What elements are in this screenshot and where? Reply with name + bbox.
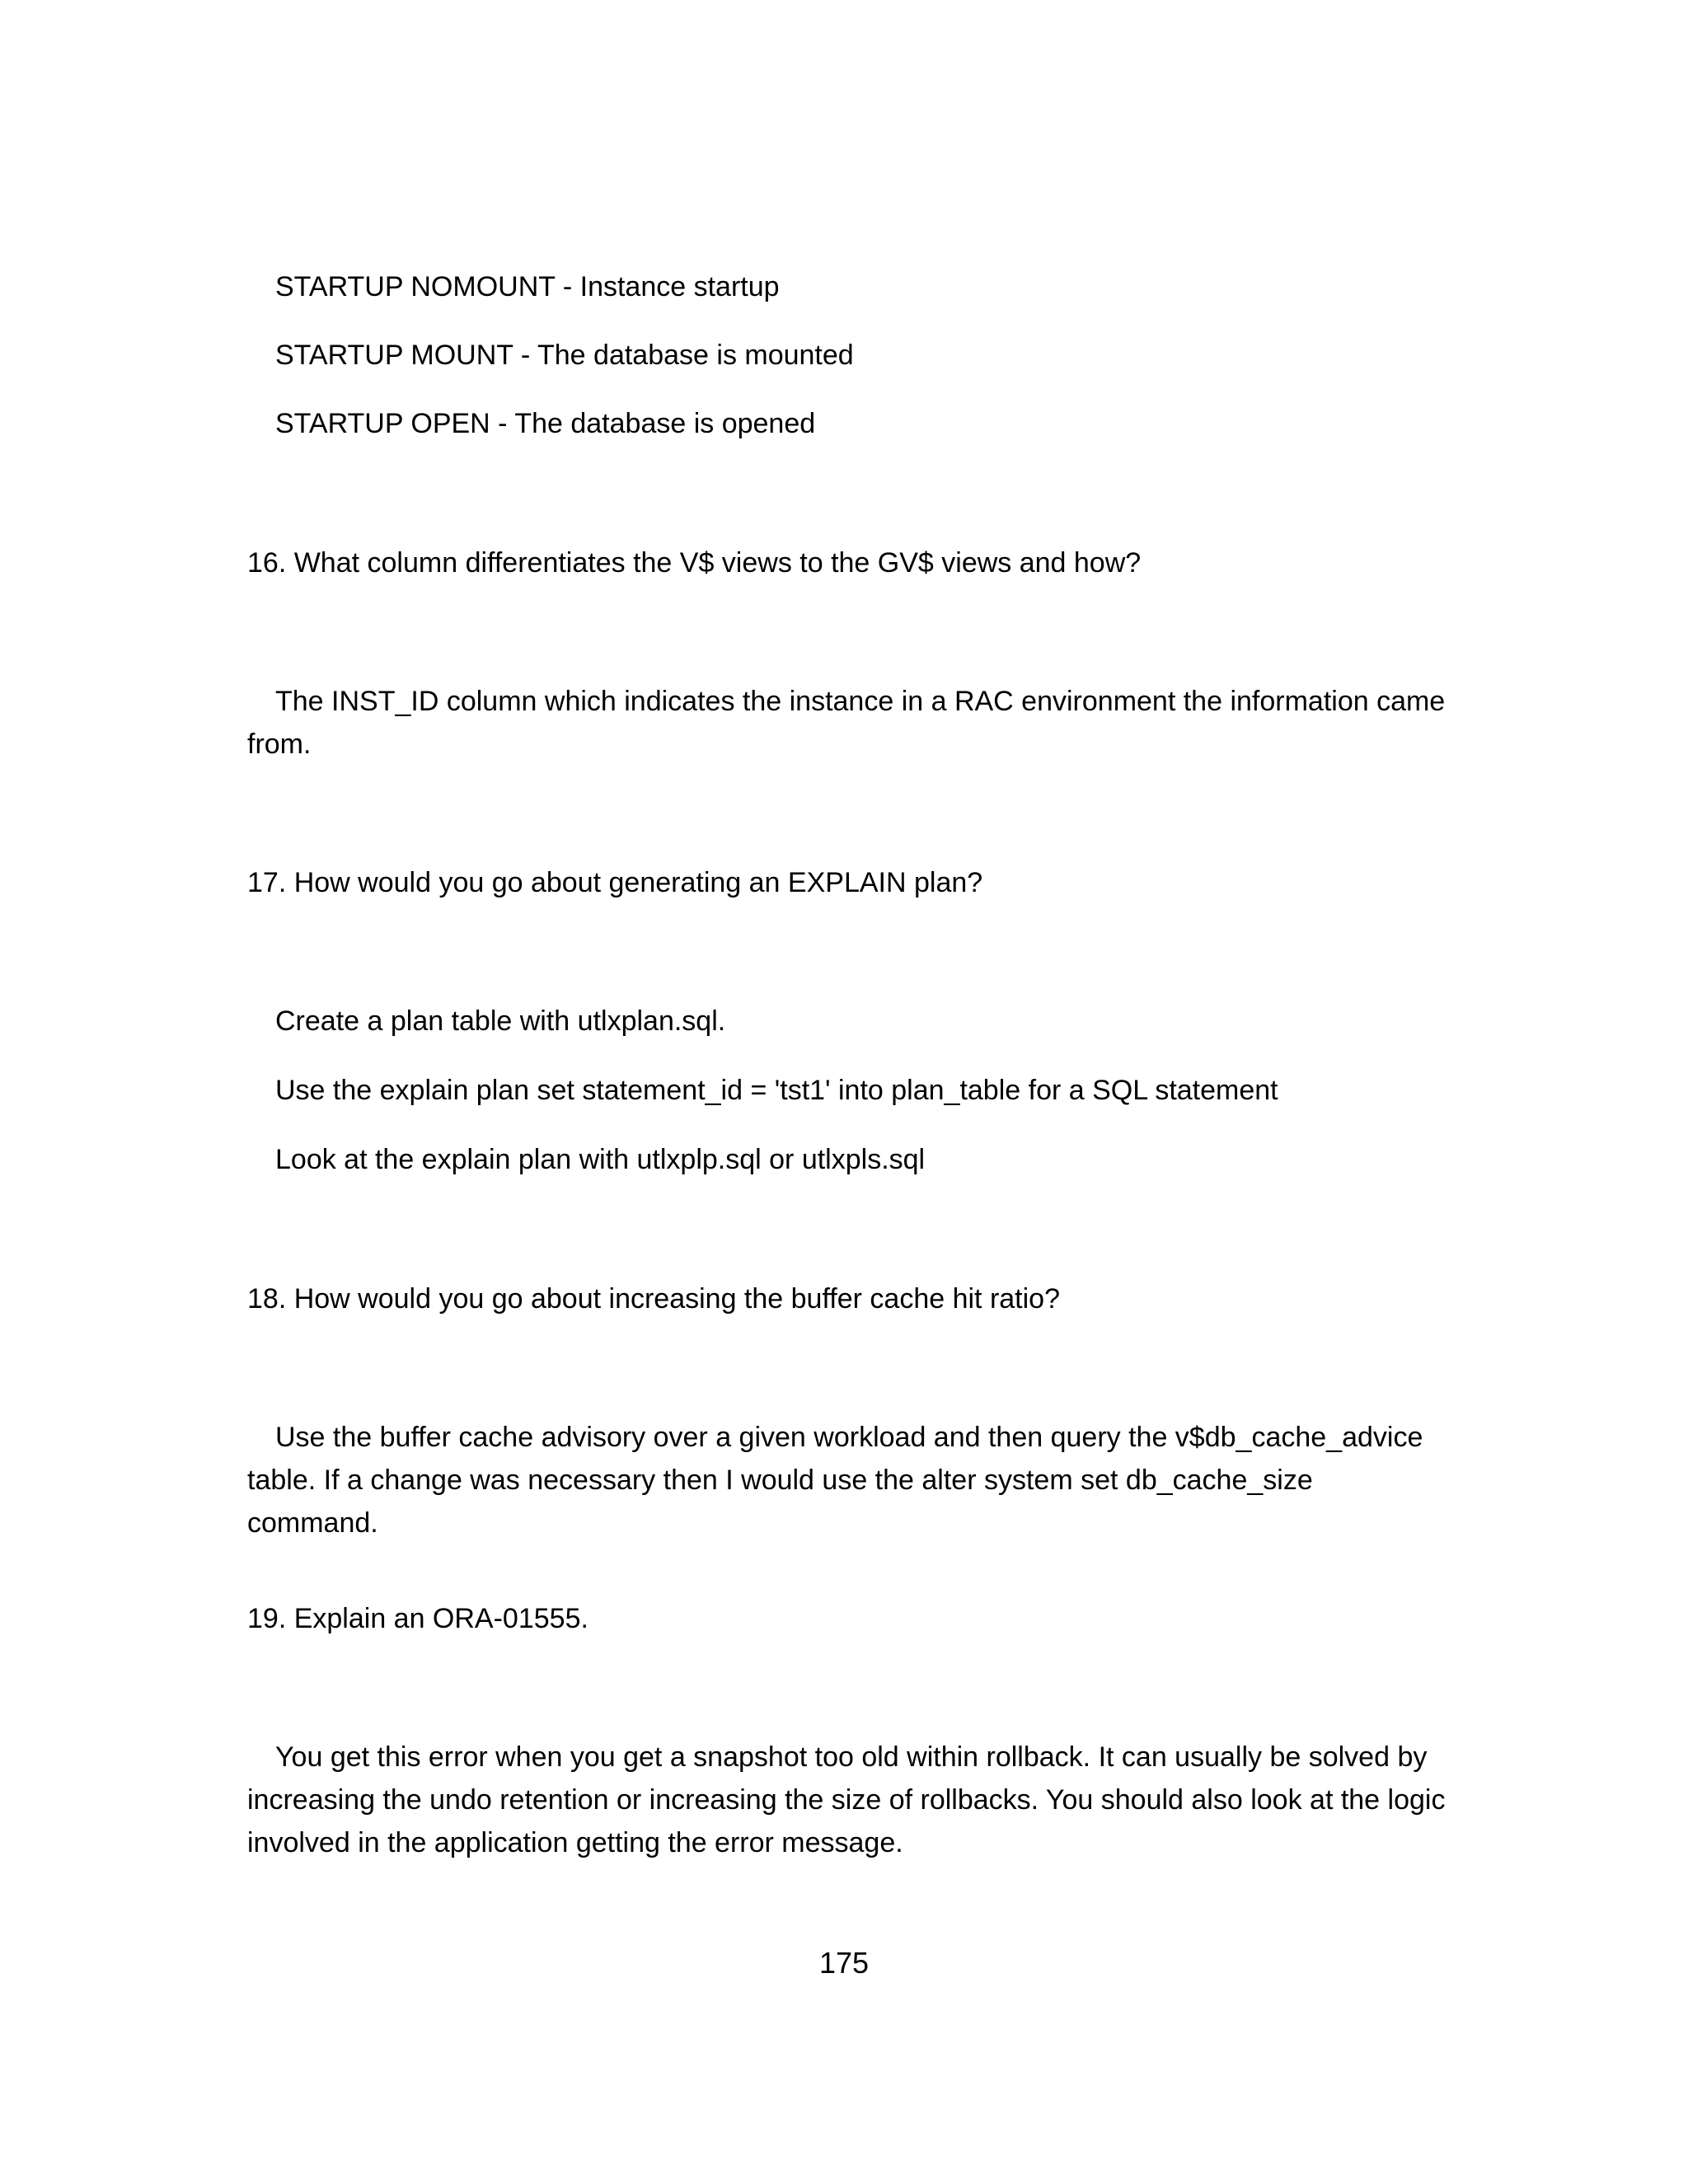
question-17: 17. How would you go about generating an EXPLAIN plan? (247, 867, 983, 898)
startup-open-line: STARTUP OPEN - The database is opened (275, 408, 816, 439)
question-18: 18. How would you go about increasing the buffer cache hit ratio? (247, 1283, 1060, 1315)
startup-nomount-line: STARTUP NOMOUNT - Instance startup (275, 271, 780, 302)
answer-16: The INST_ID column which indicates the instance in a RAC environment the information came from. (247, 686, 1446, 760)
answer-19: You get this error when you get a snapshot too old within rollback. It can usually be solved by increasing the undo retention or increasing the size of rollbacks. You should also look at the logic involved in the application getting the error message. (247, 1741, 1446, 1858)
startup-mount-line: STARTUP MOUNT - The database is mounted (275, 340, 854, 371)
answer-18: Use the buffer cache advisory over a given workload and then query the v$db_cache_advice table. If a change was necessary then I would use the alter system set db_cache_size command. (247, 1422, 1423, 1539)
answer-17-step-3: Look at the explain plan with utlxplp.sql or utlxpls.sql (275, 1144, 926, 1175)
page-number: 175 (818, 1946, 870, 1980)
answer-17-step-1: Create a plan table with utlxplan.sql. (275, 1005, 726, 1037)
answer-17-step-2: Use the explain plan set statement_id = 'tst1' into plan_table for a SQL statement (275, 1075, 1278, 1106)
question-16: 16. What column differentiates the V$ views to the GV$ views and how? (247, 547, 1142, 579)
question-19: 19. Explain an ORA-01555. (247, 1603, 588, 1634)
